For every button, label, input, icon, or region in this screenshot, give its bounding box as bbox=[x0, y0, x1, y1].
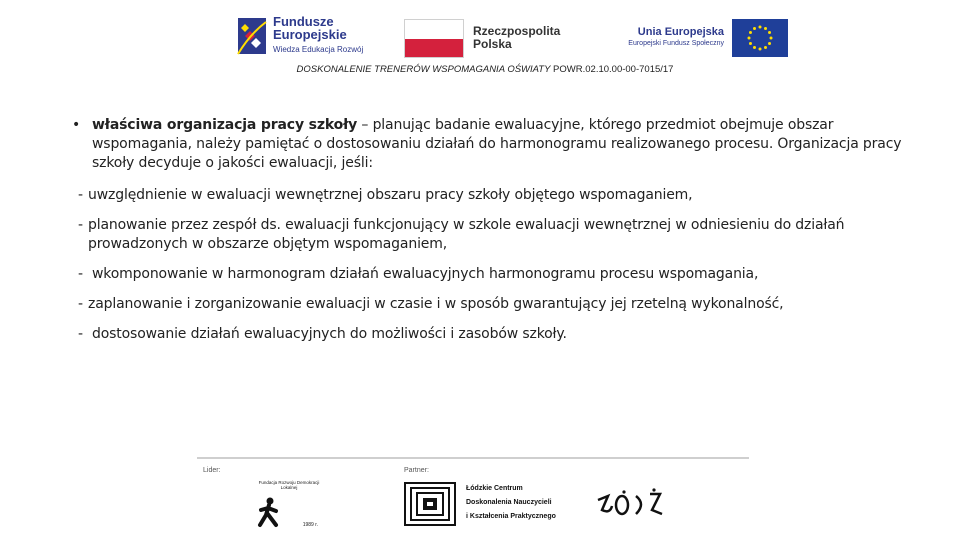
eu-star-icon bbox=[759, 48, 762, 51]
lider-logo bbox=[254, 480, 320, 530]
eu-flag-icon bbox=[732, 19, 788, 57]
list-item bbox=[72, 186, 902, 205]
footer-divider bbox=[197, 457, 749, 459]
eu-star-icon bbox=[749, 42, 752, 45]
ldc-line3: i Kształcenia Praktycznego bbox=[466, 513, 556, 520]
dash-marker: - bbox=[78, 217, 83, 233]
fundusze-europejskie-emblem-icon bbox=[236, 14, 272, 58]
eu-star-icon bbox=[748, 37, 751, 40]
eu-star-icon bbox=[768, 31, 771, 34]
eu-logo-line1: Unia Europejska bbox=[637, 26, 724, 38]
list-item bbox=[72, 295, 902, 314]
fe-logo-line1: Fundusze bbox=[273, 14, 334, 29]
dash-marker: - bbox=[78, 266, 83, 282]
lider-label: Lider: bbox=[203, 467, 221, 474]
project-reference bbox=[220, 64, 750, 75]
bullet-heading: właściwa organizacja pracy szkoły bbox=[92, 117, 358, 133]
ldc-logo-text bbox=[466, 482, 556, 524]
eu-star-icon bbox=[753, 46, 756, 49]
dash-marker: - bbox=[78, 326, 83, 342]
bullet-text: – planując badanie ewaluacyjne, którego przedmiot obejmuje obszar wspomagania, należy pamiętać o dostosowaniu działań do harmonogramu realizowanego procesu. Organizacja pracy szkoły decyduje o jakości ewaluacji, jeśli: bbox=[92, 117, 902, 171]
pl-logo-line2: Polska bbox=[473, 37, 512, 51]
eu-star-icon bbox=[768, 42, 771, 45]
ldc-line1: Łódzkie Centrum bbox=[466, 485, 523, 492]
lodz-glyph-logo-icon bbox=[594, 488, 664, 520]
list-item-text: zaplanowanie i zorganizowanie ewaluacji w czasie i w sposób gwarantujący jej rzetelną wykonalność, bbox=[88, 296, 784, 312]
list-item-text: wkomponowanie w harmonogram działań ewaluacyjnych harmonogramu procesu wspomagania, bbox=[92, 266, 759, 282]
fe-logo-line3: Wiedza Edukacja Rozwój bbox=[273, 45, 364, 54]
main-bullet bbox=[72, 116, 902, 173]
list-item-text: planowanie przez zespół ds. ewaluacji funkcjonujący w szkole ewaluacji wewnętrznej w odniesieniu do działań prowadzonych w obszarze objętym wspomaganiem, bbox=[88, 217, 845, 252]
walking-figure-icon bbox=[256, 497, 284, 529]
eu-star-icon bbox=[764, 46, 767, 49]
list-item bbox=[72, 325, 902, 344]
fe-logo-line2: Europejskie bbox=[273, 27, 347, 42]
eu-star-icon bbox=[764, 27, 767, 30]
eu-star-icon bbox=[753, 27, 756, 30]
dash-marker: - bbox=[78, 296, 83, 312]
lider-logo-year: 1989 r. bbox=[302, 522, 318, 528]
eu-star-icon bbox=[749, 31, 752, 34]
eu-star-icon bbox=[770, 37, 773, 40]
dash-marker: - bbox=[78, 187, 83, 203]
list-item bbox=[72, 265, 902, 284]
pl-logo-line1: Rzeczpospolita bbox=[473, 24, 561, 38]
lider-logo-name: Fundacja Rozwoju Demokracji Lokalnej bbox=[258, 480, 320, 490]
list-item-text: uwzględnienie w ewaluacji wewnętrznej obszaru pracy szkoły objętego wspomaganiem, bbox=[88, 187, 693, 203]
ldc-line2: Doskonalenia Nauczycieli bbox=[466, 499, 552, 506]
rzeczpospolita-polska-logo bbox=[473, 25, 560, 51]
list-item bbox=[72, 216, 902, 254]
fundusze-europejskie-logo bbox=[236, 14, 376, 58]
project-title: DOSKONALENIE TRENERÓW WSPOMAGANIA OŚWIATY bbox=[296, 64, 551, 75]
ldc-logo-icon bbox=[404, 482, 456, 526]
partner-label: Partner: bbox=[404, 467, 429, 474]
slide-body bbox=[72, 116, 902, 355]
list-item-text: dostosowanie działań ewaluacyjnych do możliwości i zasobów szkoły. bbox=[92, 326, 567, 342]
project-code: POWR.02.10.00-00-7015/17 bbox=[550, 64, 674, 75]
poland-flag-icon bbox=[404, 19, 464, 58]
eu-star-icon bbox=[759, 26, 762, 29]
bullet-icon: • bbox=[72, 117, 81, 133]
unia-europejska-logo bbox=[600, 26, 724, 47]
eu-logo-line2: Europejski Fundusz Społeczny bbox=[628, 40, 724, 47]
